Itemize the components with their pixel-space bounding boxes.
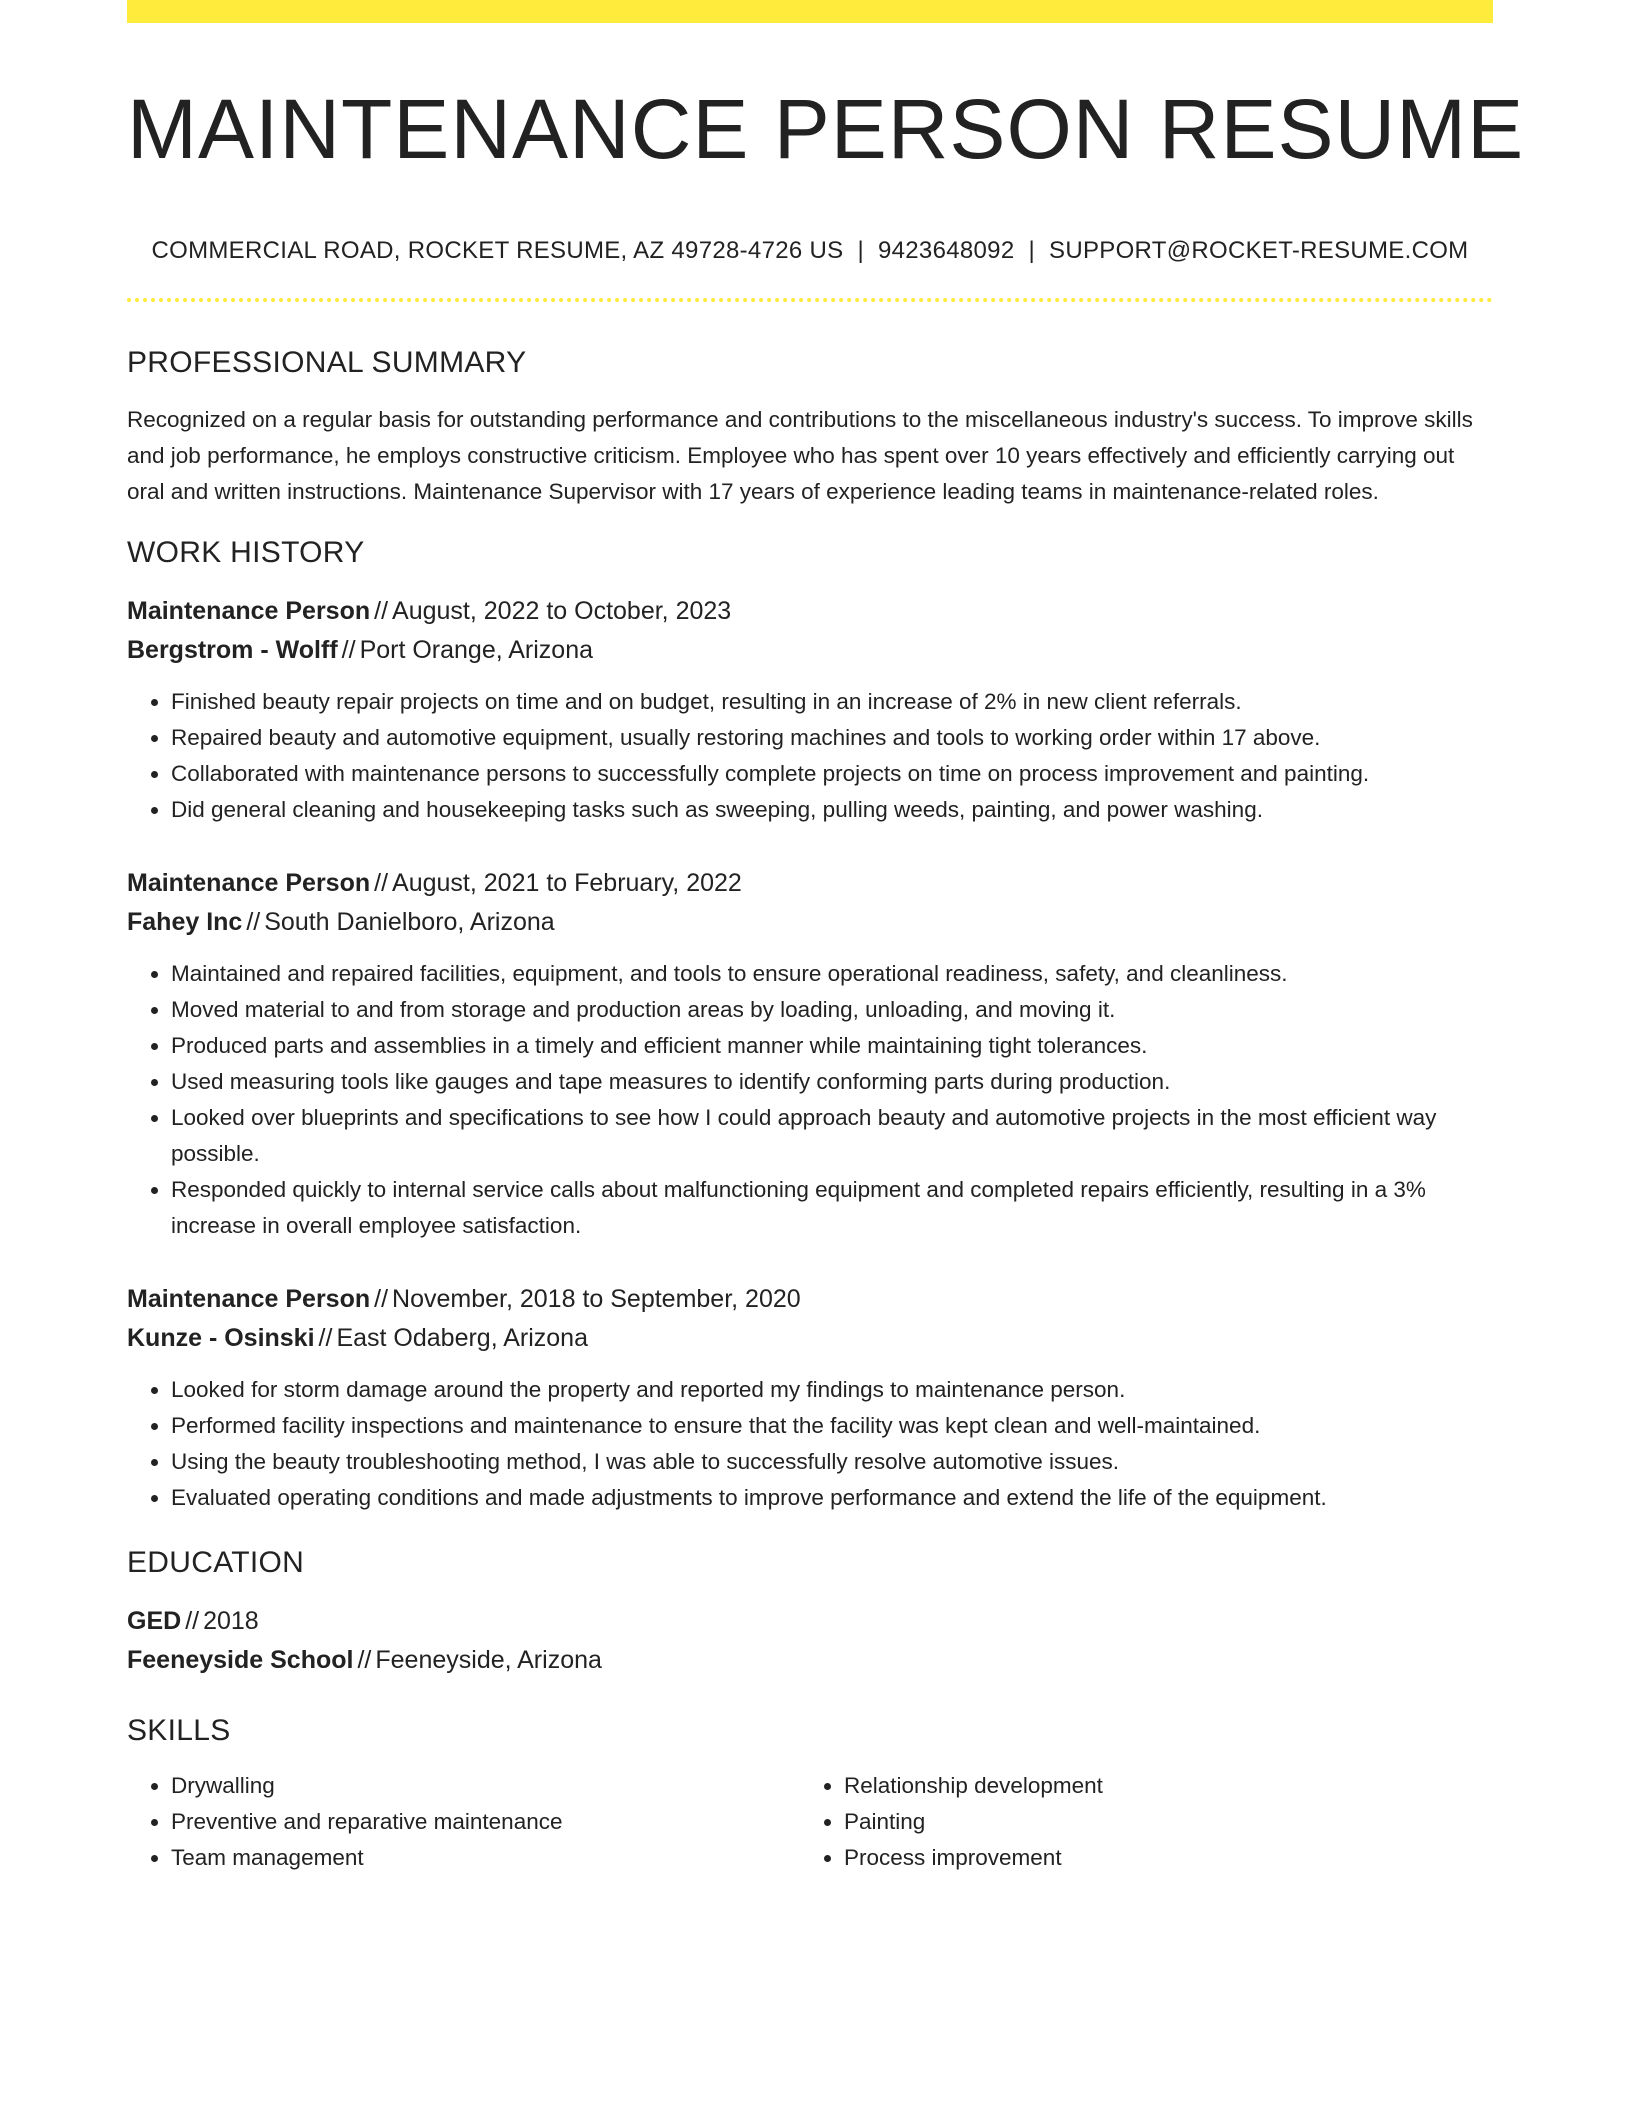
skill-item: • Preventive and reparative maintenance [171,1804,800,1840]
job-title-line [127,1280,1493,1319]
skill-item: • Process improvement [844,1840,1473,1876]
job-dates: November, 2018 to September, 2020 [392,1285,801,1314]
job-entry [127,1280,1493,1516]
job-duty: • Performed facility inspections and maintenance to ensure that the facility was kept clean and well-maintained. [171,1408,1493,1444]
job-location: Port Orange, Arizona [359,636,594,665]
job-duty: • Moved material to and from storage and production areas by loading, unloading, and moving it. [171,992,1493,1028]
education-year: 2018 [203,1607,259,1636]
job-duties-list [127,1372,1493,1516]
contact-separator: | [1028,237,1036,265]
skills-heading: SKILLS [127,1714,231,1748]
job-duty: • Finished beauty repair projects on time and on budget, resulting in an increase of 2% in new client referrals. [171,684,1493,720]
education-location: Feeneyside, Arizona [375,1646,602,1675]
contact-email: SUPPORT@ROCKET-RESUME.COM [1049,237,1469,265]
summary-text: Recognized on a regular basis for outstanding performance and contributions to the miscellaneous industry's success. To improve skills and job performance, he employs constructive criticism. Employee who has spent over 10 years effectively and efficiently carrying out oral and written instructions. Maintenance Supervisor with 17 years of experience leading teams in maintenance-related roles. [127,407,1473,505]
job-duty: • Collaborated with maintenance persons to successfully complete projects on time on process improvement and painting. [171,756,1493,792]
job-title-line [127,592,1493,631]
field-separator: // [246,908,261,937]
job-company-line [127,1319,1493,1358]
education-degree-line [127,1602,1493,1641]
job-title-line [127,864,1493,903]
field-separator: // [318,1324,333,1353]
field-separator: // [185,1607,200,1636]
job-duty: • Maintained and repaired facilities, equipment, and tools to ensure operational readiness, safety, and cleanliness. [171,956,1493,992]
job-company-line [127,631,1493,670]
job-location: East Odaberg, Arizona [336,1324,588,1353]
dotted-divider [127,298,1493,302]
job-dates: August, 2021 to February, 2022 [392,869,742,898]
field-separator: // [374,869,389,898]
job-duty: • Responded quickly to internal service calls about malfunctioning equipment and completed repairs efficiently, resulting in a 3% increase in overall employee satisfaction. [171,1172,1493,1244]
job-company: Kunze - Osinski [127,1324,315,1353]
job-company-line [127,903,1493,942]
job-duty: • Looked for storm damage around the property and reported my findings to maintenance person. [171,1372,1493,1408]
education-degree: GED [127,1607,182,1636]
contact-separator: | [857,237,864,265]
education-school: Feeneyside School [127,1646,354,1675]
contact-info [127,237,1493,265]
job-duties-list [127,684,1493,828]
job-title: Maintenance Person [127,869,371,898]
job-duty: • Looked over blueprints and specifications to see how I could approach beauty and automotive projects in the most efficient way possible. [171,1100,1493,1172]
skill-item: • Team management [171,1840,800,1876]
job-location: South Danielboro, Arizona [264,908,555,937]
work-history-heading: WORK HISTORY [127,536,365,570]
job-duty: • Evaluated operating conditions and made adjustments to improve performance and extend the life of the equipment. [171,1480,1493,1516]
skill-item: • Drywalling [171,1768,800,1804]
job-entry [127,592,1493,828]
education-heading: EDUCATION [127,1546,305,1580]
field-separator: // [341,636,356,665]
skill-item: • Relationship development [844,1768,1473,1804]
skill-item: • Painting [844,1804,1473,1840]
field-separator: // [374,1285,389,1314]
accent-top-bar [127,0,1493,23]
skills-list-left [127,1768,800,1876]
skills-list-right [800,1768,1473,1876]
job-company: Fahey Inc [127,908,243,937]
job-entry [127,864,1493,1244]
field-separator: // [374,597,389,626]
job-company: Bergstrom - Wolff [127,636,338,665]
field-separator: // [357,1646,372,1675]
resume-page [127,0,1525,1876]
education-school-line [127,1641,1493,1680]
job-duties-list [127,956,1493,1244]
contact-phone: 9423648092 [877,237,1015,265]
job-title: Maintenance Person [127,597,371,626]
job-duty: • Did general cleaning and housekeeping tasks such as sweeping, pulling weeds, painting, and power washing. [171,792,1493,828]
job-title: Maintenance Person [127,1285,371,1314]
summary-heading: PROFESSIONAL SUMMARY [127,346,527,380]
job-duty: • Used measuring tools like gauges and tape measures to identify conforming parts during production. [171,1064,1493,1100]
contact-address: COMMERCIAL ROAD, ROCKET RESUME, AZ 49728-4726 US [151,237,844,265]
resume-title: MAINTENANCE PERSON RESUME [127,82,1525,176]
job-duty: • Repaired beauty and automotive equipment, usually restoring machines and tools to working order within 17 above. [171,720,1493,756]
job-duty: • Produced parts and assemblies in a timely and efficient manner while maintaining tight tolerances. [171,1028,1493,1064]
job-dates: August, 2022 to October, 2023 [392,597,732,626]
skills-columns [127,1768,1493,1876]
job-duty: • Using the beauty troubleshooting method, I was able to successfully resolve automotive issues. [171,1444,1493,1480]
education-entry [127,1602,1493,1680]
